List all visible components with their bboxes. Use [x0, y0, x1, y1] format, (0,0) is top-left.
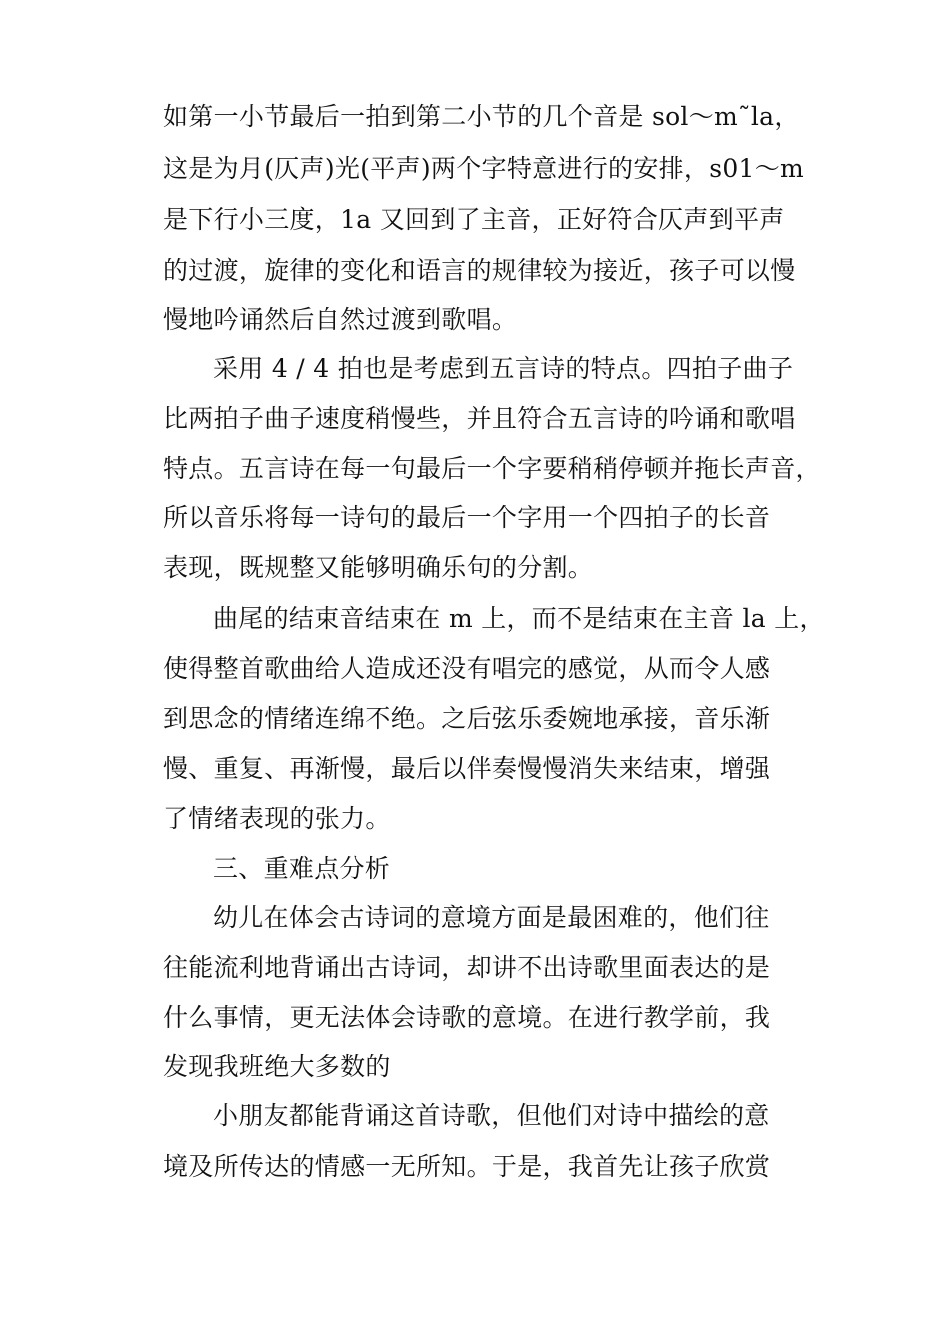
- paragraph-3-line-5: 了情绪表现的张力。: [163, 804, 391, 833]
- paragraph-3-line-2: 使得整首歌曲给人造成还没有唱完的感觉，从而令人感: [163, 654, 771, 683]
- paragraph-1-line-4: 的过渡，旋律的变化和语言的规律较为接近，孩子可以慢: [163, 256, 796, 285]
- paragraph-1-line-3: 是下行小三度，1a 又回到了主音，正好符合仄声到平声: [163, 205, 785, 234]
- paragraph-5-line-2: 往能流利地背诵出古诗词，却讲不出诗歌里面表达的是: [163, 953, 771, 982]
- paragraph-2-line-5: 表现，既规整又能够明确乐句的分割。: [163, 553, 594, 582]
- paragraph-6-line-1: 小朋友都能背诵这首诗歌，但他们对诗中描绘的意: [213, 1101, 770, 1130]
- paragraph-1-line-1: 如第一小节最后一拍到第二小节的几个音是 sol～m˜la，: [163, 102, 800, 131]
- paragraph-2-line-4: 所以音乐将每一诗句的最后一个字用一个四拍子的长音: [163, 503, 771, 532]
- paragraph-5-line-4: 发现我班绝大多数的: [163, 1052, 391, 1081]
- section-heading: 三、重难点分析: [213, 854, 391, 883]
- paragraph-3-line-4: 慢、重复、再渐慢，最后以伴奏慢慢消失来结束，增强: [163, 754, 771, 783]
- paragraph-3-line-3: 到思念的情绪连绵不绝。之后弦乐委婉地承接，音乐渐: [163, 704, 771, 733]
- paragraph-5-line-3: 什么事情，更无法体会诗歌的意境。在进行教学前，我: [163, 1003, 771, 1032]
- paragraph-1-line-2: 这是为月(仄声)光(平声)两个字特意进行的安排，s01～m: [163, 154, 805, 183]
- paragraph-1-line-5: 慢地吟诵然后自然过渡到歌唱。: [163, 305, 518, 334]
- paragraph-2-line-2: 比两拍子曲子速度稍慢些，并且符合五言诗的吟诵和歌唱: [163, 404, 796, 433]
- paragraph-2-line-3: 特点。五言诗在每一句最后一个字要稍稍停顿并拖长声音，: [163, 454, 821, 483]
- paragraph-3-line-1: 曲尾的结束音结束在 m 上，而不是结束在主音 la 上，: [213, 604, 825, 633]
- paragraph-5-line-1: 幼儿在体会古诗词的意境方面是最困难的，他们往: [213, 903, 770, 932]
- paragraph-2-line-1: 采用 4 / 4 拍也是考虑到五言诗的特点。四拍子曲子: [213, 354, 794, 383]
- paragraph-6-line-2: 境及所传达的情感一无所知。于是，我首先让孩子欣赏: [163, 1152, 771, 1181]
